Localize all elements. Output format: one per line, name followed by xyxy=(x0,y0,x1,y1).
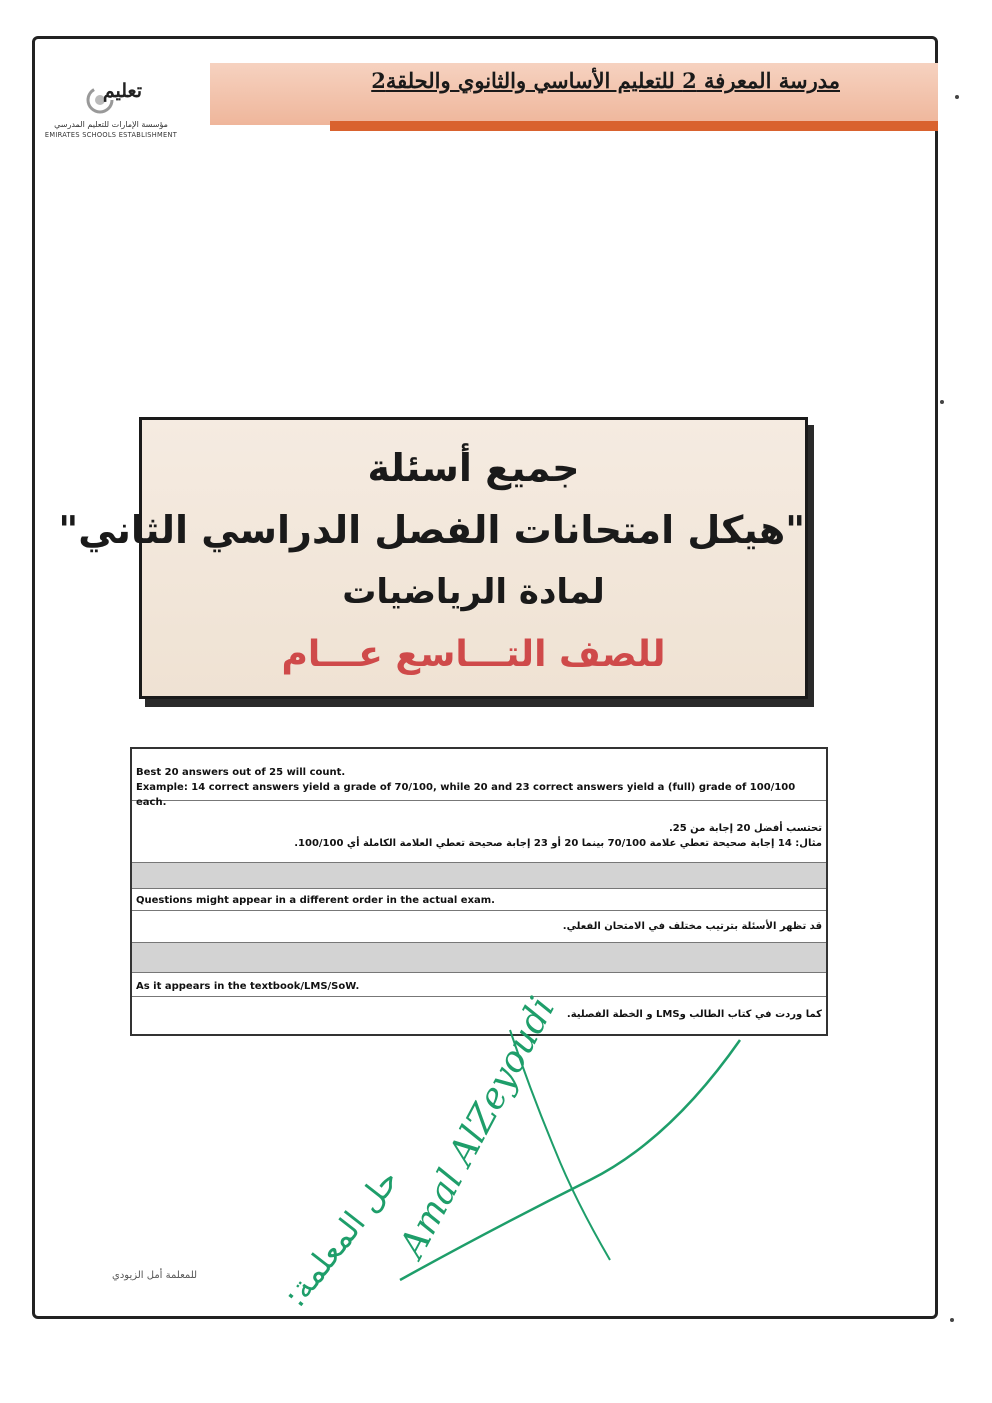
table-row xyxy=(132,889,826,911)
table-spacer-row xyxy=(132,863,826,889)
logo-english-name: EMIRATES SCHOOLS ESTABLISHMENT xyxy=(44,131,178,139)
table-row xyxy=(132,973,826,997)
scan-speck xyxy=(940,400,944,404)
exam-title-box xyxy=(58,417,808,699)
rule-text: Example: 14 correct answers yield a grade of 70/100, while 20 and 23 correct answers yield a (full) grade of 100/100 each. xyxy=(136,782,796,808)
title-line-1: جميع أسئلة xyxy=(367,446,580,490)
rule-text: Questions might appear in a different order in the actual exam. xyxy=(136,895,495,906)
exam-rules-table xyxy=(130,747,828,1036)
logo-script: تعليم xyxy=(102,80,142,102)
table-row xyxy=(132,765,826,808)
table-spacer-row xyxy=(132,943,826,973)
table-row xyxy=(132,911,826,943)
title-subject: لمادة الرياضيات xyxy=(342,572,605,612)
school-title: مدرسة المعرفة 2 للتعليم الأساسي والثانوي والحلقة2 xyxy=(371,68,840,93)
signature-name: Amal AlZeyoudi xyxy=(391,990,564,1265)
rule-text: Best 20 answers out of 25 will count. xyxy=(136,767,346,778)
table-row xyxy=(132,815,826,863)
scan-speck xyxy=(950,1318,954,1322)
title-grade: للصف التـــاسع عـــام xyxy=(281,634,666,675)
rule-text: مثال: 14 إجابة صحيحة تعطي علامة 70/100 بينما 20 أو 23 إجابة صحيحة تعطي العلامة الكاملة أي 100/100. xyxy=(294,838,822,849)
header-accent-strip xyxy=(330,121,938,131)
rule-text: كما وردت في كتاب الطالب وLMS و الخطة الفصلية. xyxy=(566,1009,822,1020)
signature-arabic: حل المعلمة: xyxy=(275,1161,407,1314)
rule-text: As it appears in the textbook/LMS/SoW. xyxy=(136,981,360,992)
rule-text: قد تظهر الأسئلة بترتيب مختلف في الامتحان الفعلي. xyxy=(562,921,822,932)
rule-text: تحتسب أفضل 20 إجابة من 25. xyxy=(668,823,822,834)
title-line-2: "هيكل امتحانات الفصل الدراسي الثاني" xyxy=(58,508,805,552)
scan-speck xyxy=(955,95,959,99)
emirates-schools-logo xyxy=(44,80,178,142)
footer-note: للمعلمة أمل الزيودي xyxy=(112,1270,198,1281)
logo-arabic-name: مؤسسة الإمارات للتعليم المدرسي xyxy=(54,120,168,129)
table-row xyxy=(132,997,826,1034)
